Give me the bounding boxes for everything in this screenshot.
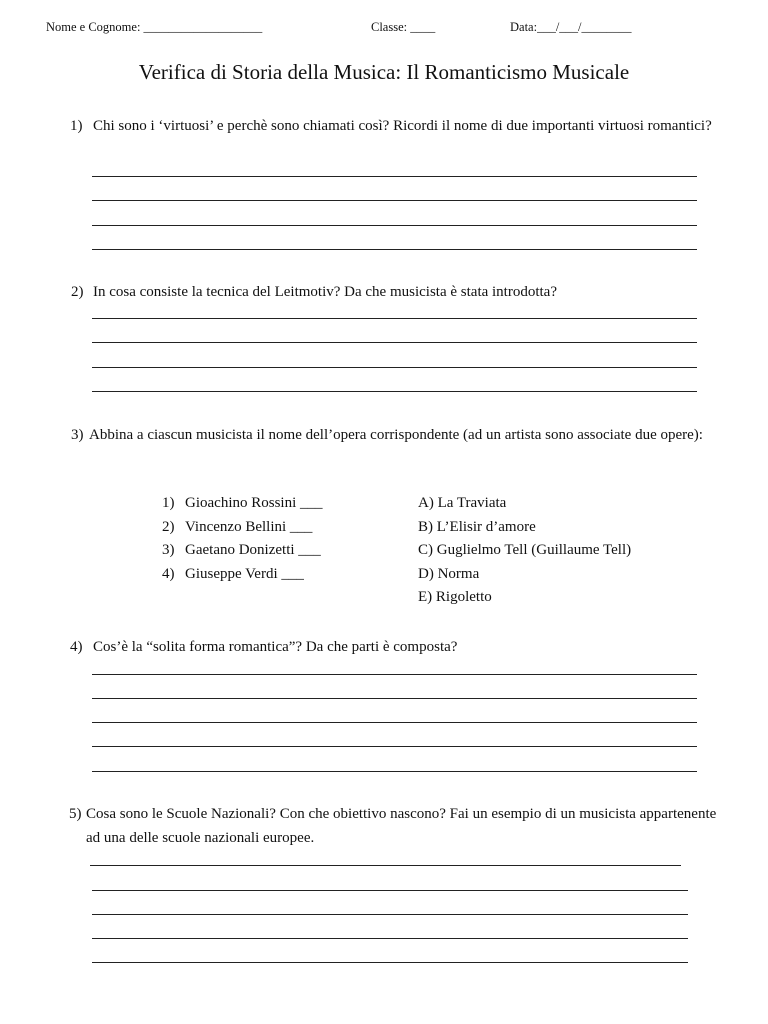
answer-line: [92, 938, 688, 939]
question-number: 4): [70, 639, 83, 655]
answer-line: [92, 367, 697, 368]
item-number: 4): [162, 565, 175, 582]
answer-line: [92, 746, 697, 747]
opera-item: C) Guglielmo Tell (Guillaume Tell): [418, 542, 632, 558]
operas-list: [418, 492, 718, 610]
answer-line: [92, 176, 697, 177]
question-number: 3): [71, 427, 84, 443]
opera-item: A) La Traviata: [418, 495, 507, 511]
answer-line: [90, 865, 681, 866]
answer-line: [92, 249, 697, 250]
answer-line: [92, 200, 697, 201]
answer-line: [92, 225, 697, 226]
date-field: Data:___/___/________: [510, 20, 632, 34]
question-number: 5): [69, 806, 82, 822]
question-text: Cosa sono le Scuole Nazionali? Con che obiettivo nascono? Fai un esempio di un musicista appartenente ad una delle scuole nazionali europee.: [86, 806, 717, 846]
answer-line: [92, 391, 697, 392]
question-text: Abbina a ciascun musicista il nome dell’opera corrispondente (ad un artista sono associate due opere):: [89, 427, 703, 443]
answer-line: [92, 771, 697, 772]
list-item: [162, 492, 392, 516]
musician-name: Gaetano Donizetti ___: [185, 542, 321, 558]
musician-name: Giuseppe Verdi ___: [185, 565, 304, 582]
class-field: Classe: ____: [371, 20, 436, 34]
musician-name: Vincenzo Bellini ___: [185, 518, 313, 535]
question-text: Chi sono i ‘virtuosi’ e perchè sono chiamati così? Ricordi il nome di due importanti virtuosi romantici?: [93, 118, 712, 134]
item-number: 3): [162, 542, 175, 558]
list-item: [162, 563, 392, 587]
musician-name: Gioachino Rossini ___: [185, 495, 323, 511]
page-title: Verifica di Storia della Musica: Il Romanticismo Musicale: [138, 60, 630, 84]
question-1: [70, 114, 740, 138]
opera-item: B) L’Elisir d’amore: [418, 518, 536, 535]
question-text: In cosa consiste la tecnica del Leitmotiv? Da che musicista è stata introdotta?: [93, 284, 557, 300]
musicians-list: [162, 492, 392, 586]
answer-line: [92, 342, 697, 343]
answer-line: [92, 722, 697, 723]
answer-line: [92, 914, 688, 915]
list-item: [162, 539, 392, 563]
answer-line: [92, 962, 688, 963]
question-3: [71, 423, 746, 447]
question-4: [70, 635, 740, 659]
list-item: [162, 516, 392, 540]
opera-item: D) Norma: [418, 565, 480, 582]
question-number: 1): [70, 118, 83, 134]
question-5: [69, 802, 724, 850]
answer-line: [92, 674, 697, 675]
answer-line: [92, 698, 697, 699]
opera-item: E) Rigoletto: [418, 589, 492, 605]
question-2: [71, 280, 741, 304]
answer-line: [92, 890, 688, 891]
question-number: 2): [71, 284, 84, 300]
question-text: Cos’è la “solita forma romantica”? Da che parti è composta?: [93, 639, 458, 655]
item-number: 1): [162, 495, 175, 511]
name-field: Nome e Cognome: ___________________: [46, 20, 263, 34]
item-number: 2): [162, 518, 175, 535]
answer-line: [92, 318, 697, 319]
